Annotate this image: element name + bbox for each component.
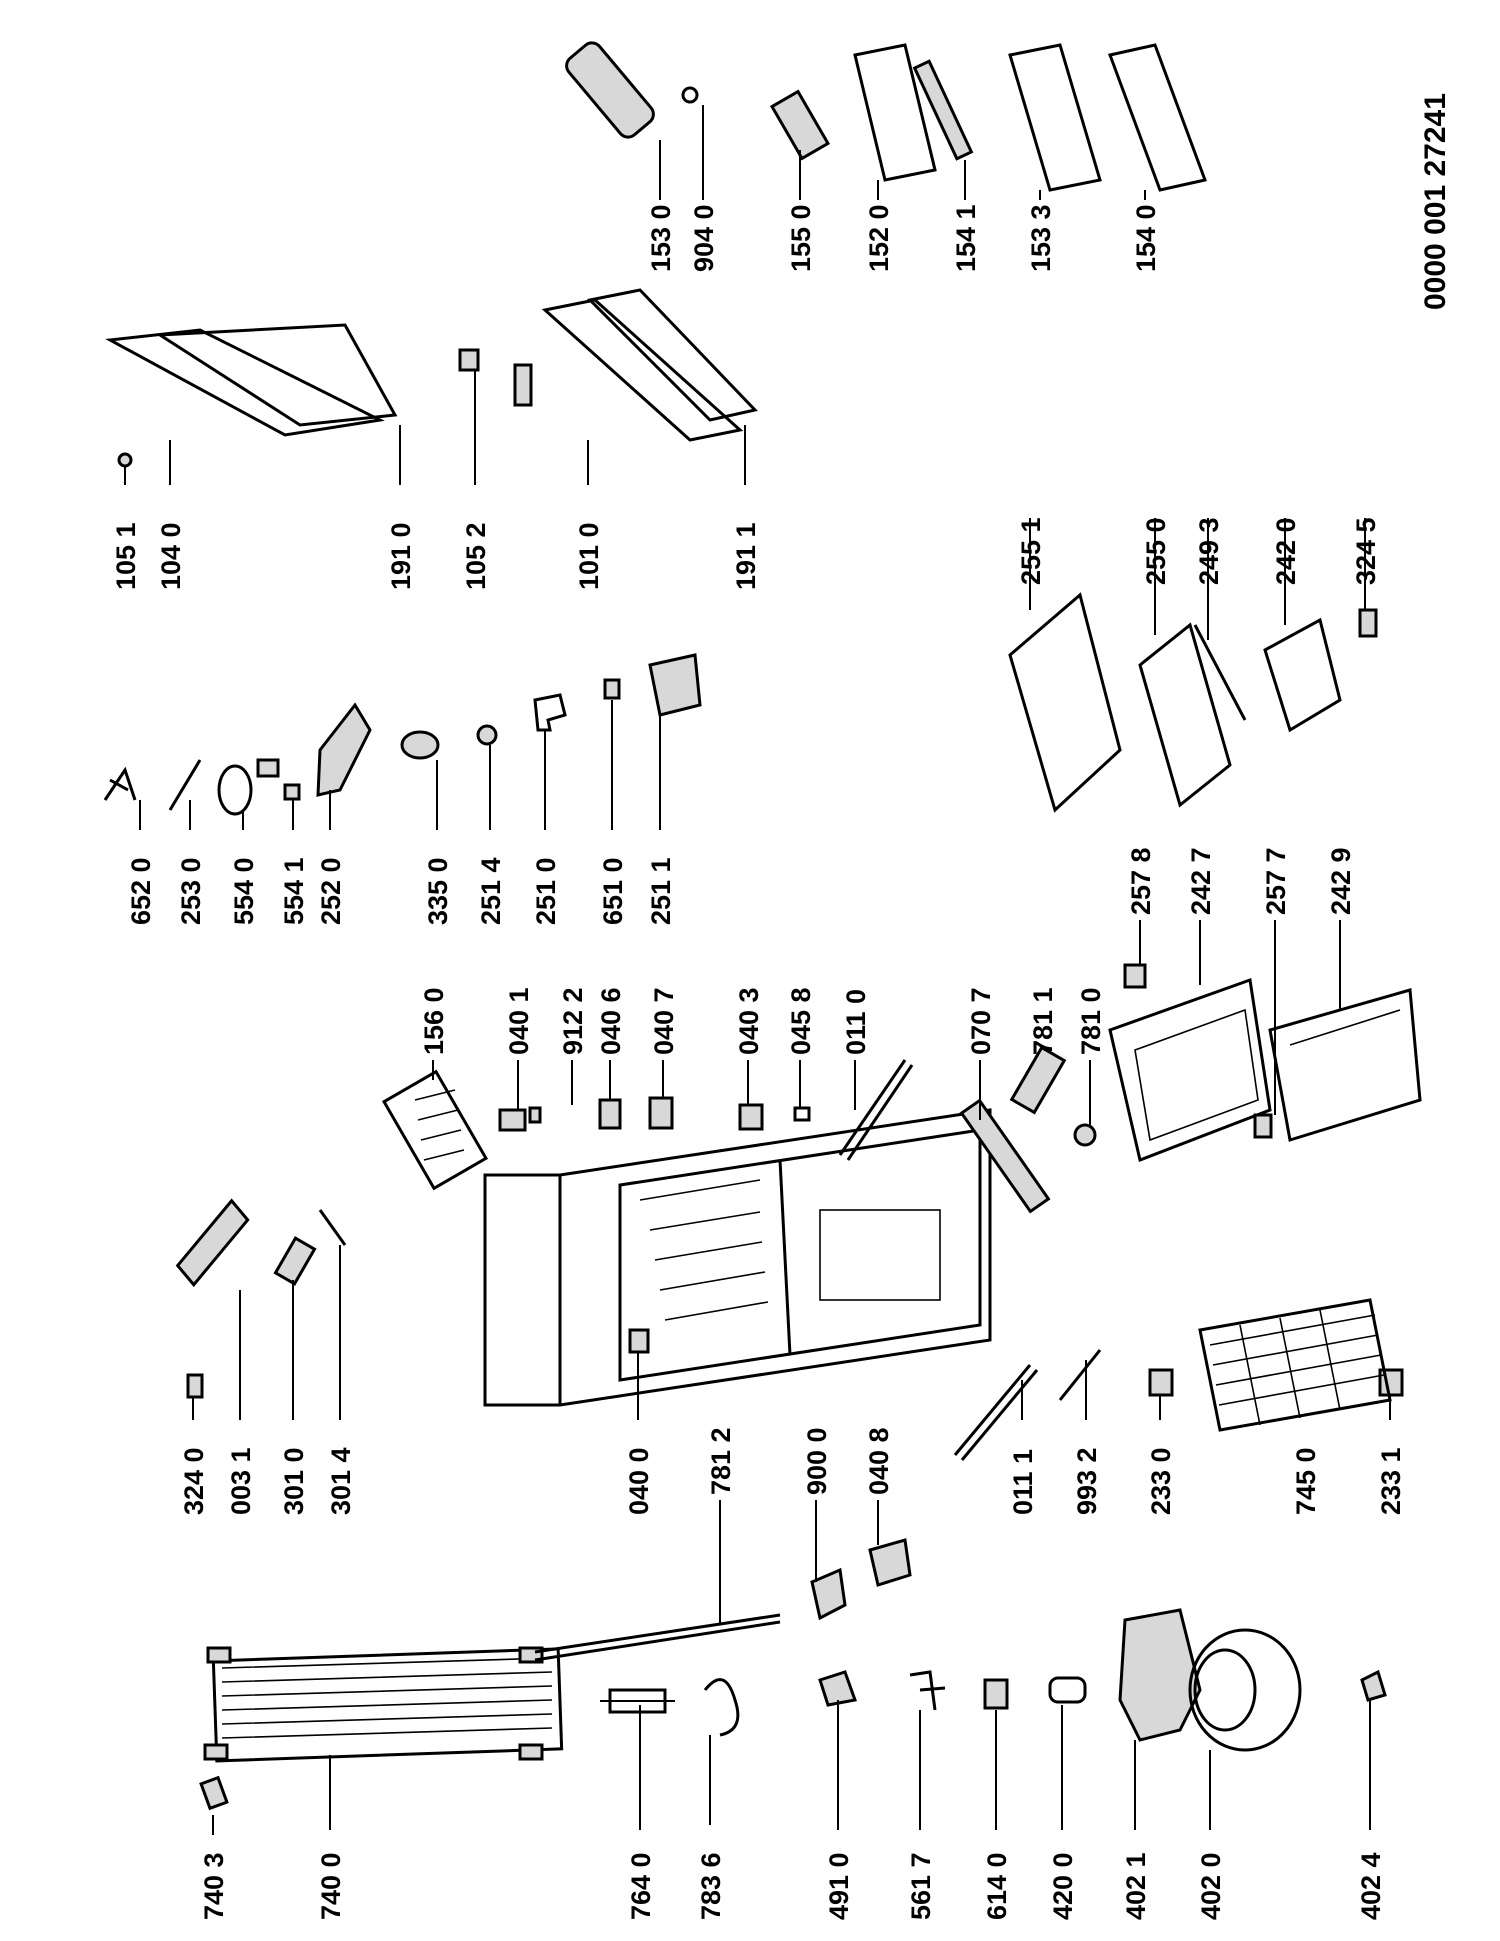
part-label: 101 0 <box>574 522 604 590</box>
part-label: 335 0 <box>423 857 453 925</box>
part-label: 420 0 <box>1048 1852 1078 1920</box>
part-label: 104 0 <box>156 522 186 590</box>
part-label: 402 4 <box>1356 1852 1386 1920</box>
part-label: 781 1 <box>1028 987 1058 1055</box>
part-label: 402 0 <box>1196 1852 1226 1920</box>
part-label: 993 2 <box>1072 1447 1102 1515</box>
part-label: 324 0 <box>179 1447 209 1515</box>
part-label: 155 0 <box>786 204 816 272</box>
document-number: 0000 001 27241 <box>1419 93 1452 310</box>
part-label: 402 1 <box>1121 1852 1151 1920</box>
part-label: 040 7 <box>649 987 679 1055</box>
part-label: 255 0 <box>1141 517 1171 585</box>
part-label: 154 1 <box>951 204 981 272</box>
part-label: 554 1 <box>279 857 309 925</box>
part-label: 191 0 <box>386 522 416 590</box>
part-label: 045 8 <box>786 987 816 1055</box>
part-label: 233 1 <box>1376 1447 1406 1515</box>
part-label: 781 0 <box>1076 987 1106 1055</box>
part-label: 105 2 <box>461 522 491 590</box>
part-label: 324 5 <box>1351 517 1381 585</box>
part-label: 152 0 <box>864 204 894 272</box>
part-label: 242 9 <box>1326 847 1356 915</box>
part-label: 745 0 <box>1291 1447 1321 1515</box>
part-label: 153 0 <box>646 204 676 272</box>
part-label: 040 0 <box>624 1447 654 1515</box>
part-label: 040 6 <box>596 987 626 1055</box>
part-label: 257 8 <box>1126 847 1156 915</box>
part-label: 040 1 <box>504 987 534 1055</box>
part-label: 251 4 <box>476 857 506 925</box>
part-label: 233 0 <box>1146 1447 1176 1515</box>
part-label: 491 0 <box>824 1852 854 1920</box>
part-label: 003 1 <box>226 1447 256 1515</box>
part-label: 191 1 <box>731 522 761 590</box>
part-label: 011 0 <box>841 988 871 1055</box>
part-label: 242 0 <box>1271 517 1301 585</box>
part-label: 040 3 <box>734 987 764 1055</box>
part-label: 011 1 <box>1008 1448 1038 1515</box>
part-label: 651 0 <box>598 857 628 925</box>
part-label: 904 0 <box>689 204 719 272</box>
cabinet-drawing <box>485 1110 990 1405</box>
part-label: 105 1 <box>111 522 141 590</box>
part-label: 257 7 <box>1261 847 1291 915</box>
part-label: 070 7 <box>966 987 996 1055</box>
part-labels <box>111 93 1452 1920</box>
part-label: 740 3 <box>199 1852 229 1920</box>
part-label: 249 3 <box>1194 517 1224 585</box>
part-label: 301 4 <box>326 1447 356 1515</box>
leader-lines <box>125 105 1390 1835</box>
part-label: 900 0 <box>802 1427 832 1495</box>
condenser-drawing <box>205 1648 562 1761</box>
part-label: 242 7 <box>1186 847 1216 915</box>
wire-shelf-drawing <box>1200 1300 1390 1430</box>
part-label: 301 0 <box>279 1447 309 1515</box>
part-label: 154 0 <box>1131 204 1161 272</box>
part-label: 040 8 <box>864 1427 894 1495</box>
part-label: 153 3 <box>1026 204 1056 272</box>
part-label: 783 6 <box>696 1852 726 1920</box>
part-label: 740 0 <box>316 1852 346 1920</box>
part-label: 554 0 <box>229 857 259 925</box>
part-label: 251 0 <box>531 857 561 925</box>
part-label: 251 1 <box>646 857 676 925</box>
part-label: 781 2 <box>706 1427 736 1495</box>
part-label: 652 0 <box>126 857 156 925</box>
part-label: 912 2 <box>558 987 588 1055</box>
part-label: 561 7 <box>906 1852 936 1920</box>
part-label: 253 0 <box>176 857 206 925</box>
part-label: 764 0 <box>626 1852 656 1920</box>
part-label: 614 0 <box>982 1852 1012 1920</box>
part-label: 156 0 <box>419 987 449 1055</box>
part-label: 255 1 <box>1016 517 1046 585</box>
part-label: 252 0 <box>316 857 346 925</box>
